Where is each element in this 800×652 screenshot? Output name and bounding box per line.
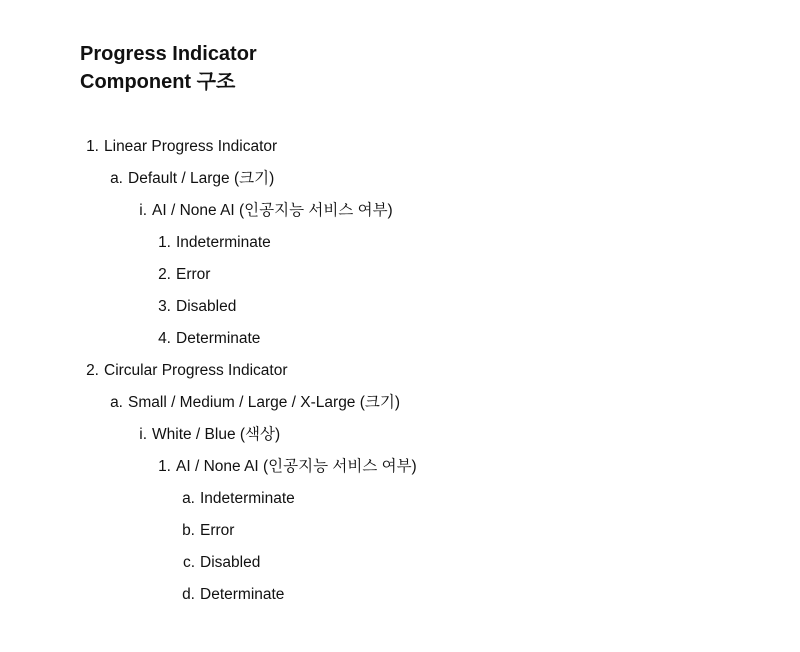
outline-item-text: Determinate <box>176 330 261 347</box>
outline-item-text: Error <box>200 522 235 539</box>
outline-item-text: Disabled <box>176 298 237 315</box>
outline-item <box>0 131 277 163</box>
page-title-line-2: Component 구조 <box>80 71 236 93</box>
outline-item-text: Disabled <box>200 554 261 571</box>
page-title <box>80 40 257 96</box>
outline-item-text: Linear Progress Indicator <box>104 138 278 155</box>
list-marker: 2. <box>86 362 99 379</box>
outline-item <box>0 195 393 227</box>
outline-item <box>0 291 236 323</box>
outline-item <box>0 547 260 579</box>
outline-item-text: Indeterminate <box>200 490 295 507</box>
outline-item <box>0 259 210 291</box>
outline-item <box>0 419 280 451</box>
outline-item <box>0 483 295 515</box>
list-marker: 1. <box>86 138 99 155</box>
outline-item-text: Determinate <box>200 586 285 603</box>
list-marker: 2. <box>158 266 171 283</box>
outline-item-text: AI / None AI (인공지능 서비스 여부) <box>176 458 417 475</box>
outline-item-text: Default / Large (크기) <box>128 170 275 187</box>
list-marker: a. <box>110 170 123 187</box>
list-marker: 1. <box>158 234 171 251</box>
list-marker: a. <box>110 394 123 411</box>
outline-item <box>0 163 274 195</box>
list-marker: a. <box>182 490 195 507</box>
page-title-line-1: Progress Indicator <box>80 43 257 65</box>
outline-item <box>0 451 417 483</box>
outline-item-text: White / Blue (색상) <box>152 426 281 443</box>
list-marker: d. <box>182 586 195 603</box>
outline-item <box>0 323 260 355</box>
list-marker: 1. <box>158 458 171 475</box>
list-marker: 4. <box>158 330 171 347</box>
outline-item <box>0 515 234 547</box>
list-marker: i. <box>139 426 147 443</box>
outline-item-text: Indeterminate <box>176 234 271 251</box>
list-marker: c. <box>182 554 195 571</box>
list-marker: b. <box>182 522 195 539</box>
outline-item-text: Small / Medium / Large / X-Large (크기) <box>128 394 401 411</box>
outline-item <box>0 387 400 419</box>
outline-item <box>0 579 284 611</box>
outline-item-text: Error <box>176 266 211 283</box>
list-marker: 3. <box>158 298 171 315</box>
outline-item-text: Circular Progress Indicator <box>104 362 288 379</box>
list-marker: i. <box>139 202 147 219</box>
outline-item-text: AI / None AI (인공지능 서비스 여부) <box>152 202 393 219</box>
outline-item <box>0 355 287 387</box>
outline-item <box>0 227 271 259</box>
